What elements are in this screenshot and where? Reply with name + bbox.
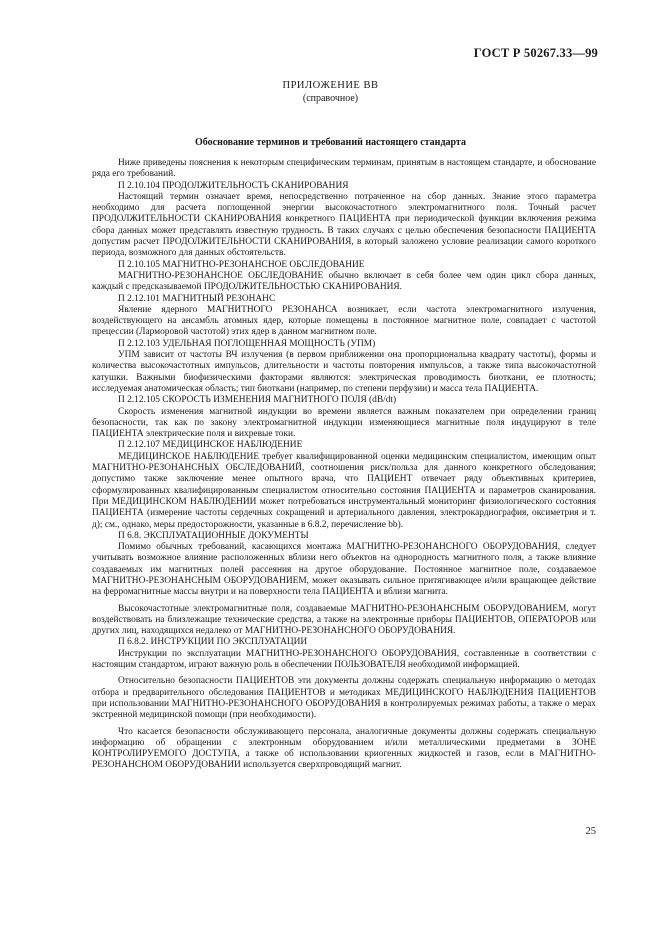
paragraph: Явление ядерного МАГНИТНОГО РЕЗОНАНСА возникает, если частота электромагнитного излучения, воздействующего на ансамбль атомных ядер, которые помещены в постоянное магнитное поле, совпадает с частотой прецессии (Ларморовой частотой) этих ядер в данном магнитном поле. <box>92 304 596 338</box>
appendix-title: ПРИЛОЖЕНИЕ ВВ <box>282 80 379 91</box>
clause-heading: П 6.8. ЭКСПЛУАТАЦИОННЫЕ ДОКУМЕНТЫ <box>118 530 309 541</box>
clause-heading: П 2.10.105 МАГНИТНО-РЕЗОНАНСНОЕ ОБСЛЕДОВАНИЕ <box>118 259 365 270</box>
paragraph: Ниже приведены пояснения к некоторым специфическим терминам, принятым в настоящем стандарте, и обоснование ряда его требований. <box>92 158 596 180</box>
paragraph: УПМ зависит от частоты ВЧ излучения (в первом приближении она пропорциональна квадрату частоты), формы и количества высокочастотных импульсов, длительности и частоты повторения импульсов, а также типа высокочастотной катушки. Важными биофизическими факторами являются: электрическая проводимость биоткани, ее плотность; исследуемая анатомическая область; тип биоткани (например, по степени перфузии) и масса тела ПАЦИЕНТА. <box>92 350 596 394</box>
clause-heading: П 6.8.2. ИНСТРУКЦИИ ПО ЭКСПЛУАТАЦИИ <box>118 637 308 648</box>
paragraph: Инструкции по эксплуатации МАГНИТНО-РЕЗОНАНСНОГО ОБОРУДОВАНИЯ, составленные в соответствии с настоящим стандартом, играют важную роль в обеспечении ПОЛЬЗОВАТЕЛЯ необходимой информацией. <box>92 648 596 671</box>
paragraph: Помимо обычных требований, касающихся монтажа МАГНИТНО-РЕЗОНАНСНОГО ОБОРУДОВАНИЯ, следует учитывать возможное влияние расположенных вблизи него объектов на однородность магнитного поля, а также влияние создаваемых им магнитных полей рассеяния на другое оборудование. Постоянное магнитное поле, создаваемое МАГНИТНО-РЕЗОНАНСНЫМ ОБОРУДОВАНИЕМ, может оказывать сильное притягивающее и/или вращающее действие на ферромагнитные массы внутри и на поверхности тела ПАЦИЕНТА и вблизи магнита. <box>92 542 596 598</box>
page-number: 25 <box>585 826 596 837</box>
clause-heading: П 2.12.107 МЕДИЦИНСКОЕ НАБЛЮДЕНИЕ <box>118 440 303 451</box>
paragraph: Относительно безопасности ПАЦИЕНТОВ эти документы должны содержать специальную информацию о методах отбора и предварительного обследования ПАЦИЕНТОВ и методиках МЕДИЦИНСКОГО НАБЛЮДЕНИЯ ПАЦИЕНТОВ при использовании МАГНИТНО-РЕЗОНАНСНОГО ОБОРУДОВАНИЯ в контролируемых режимах работы, а также о мерах экстренной медицинской помощи (при необходимости). <box>92 676 596 721</box>
paragraph: Высокочастотные электромагнитные поля, создаваемые МАГНИТНО-РЕЗОНАНСНЫМ ОБОРУДОВАНИЕМ, могут воздействовать на близлежащие технические средства, а также на электронные приборы ПАЦИЕНТОВ, ОПЕРАТОРОВ или других лиц, находящихся недалеко от МАГНИТНО-РЕЗОНАНСНОГО ОБОРУДОВАНИЯ. <box>92 603 596 637</box>
appendix-subtitle: (справочное) <box>302 93 359 104</box>
clause-heading: П 2.12.105 СКОРОСТЬ ИЗМЕНЕНИЯ МАГНИТНОГО ПОЛЯ (dB/dt) <box>118 395 397 406</box>
clause-heading: П 2.10.104 ПРОДОЛЖИТЕЛЬНОСТЬ СКАНИРОВАНИЯ <box>118 180 349 191</box>
standard-number: ГОСТ Р 50267.33—99 <box>473 46 598 60</box>
body-text <box>92 158 596 772</box>
paragraph: МЕДИЦИНСКОЕ НАБЛЮДЕНИЕ требует квалифицированной оценки медицинским специалистом, имеющим опыт МАГНИТНО-РЕЗОНАНСНЫХ ОБСЛЕДОВАНИЙ, соотношения риск/польза для данного конкретного обследования; допустимо также заключение менее опытного врача, что ПАЦИЕНТ отвечает ряду объективных критериев, сформулированных квалифицированным специалистом относительно состояния ПАЦИЕНТА и параметров сканирования. При МЕДИЦИНСКОМ НАБЛЮДЕНИИ может потребоваться инструментальный мониторинг физиологического состояния ПАЦИЕНТА (измерение частоты сердечных сокращений и артериального давления, электрокардиография, оксиметрия и т. д); см., однако, меры предосторожности, указанные в 6.8.2, перечисление bb). <box>92 451 596 530</box>
paragraph: Настоящий термин означает время, непосредственно потраченное на сбор данных. Знание этого параметра необходимо для расчета поглощенной энергии высокочастотного электромагнитного поля. Точный расчет ПРОДОЛЖИТЕЛЬНОСТИ СКАНИРОВАНИЯ конкретного ПАЦИЕНТА при периодической функции включения режима сбора данных может представлять известную трудность. В таких случаях с целью обеспечения безопасности ПАЦИЕНТА допустим расчет ПРОДОЛЖИТЕЛЬНОСТИ СКАНИРОВАНИЯ, в который заложено условие реализации самого короткого периода, возможного для данных обстоятельств. <box>92 191 596 259</box>
clause-heading: П 2.12.101 МАГНИТНЫЙ РЕЗОНАНС <box>118 293 276 304</box>
paragraph: Что касается безопасности обслуживающего персонала, аналогичные документы должны содержать специальную информацию об обращении с электронным оборудованием и/или металлическими предметами в ЗОНЕ КОНТРОЛИРУЕМОГО ДОСТУПА, а также об использовании криогенных жидкостей и газов, если в МАГНИТНО-РЕЗОНАНСНОМ ОБОРУДОВАНИИ используется сверхпроводящий магнит. <box>92 726 596 771</box>
paragraph: МАГНИТНО-РЕЗОНАНСНОЕ ОБСЛЕДОВАНИЕ обычно включает в себя более чем один цикл сбора данных, каждый с предсказываемой ПРОДОЛЖИТЕЛЬНОСТЬЮ СКАНИРОВАНИЯ. <box>92 270 596 293</box>
clause-heading: П 2.12.103 УДЕЛЬНАЯ ПОГЛОЩЕННАЯ МОЩНОСТЬ (УПМ) <box>118 338 376 349</box>
section-heading: Обоснование терминов и требований настоящего стандарта <box>195 137 466 148</box>
paragraph: Скорость изменения магнитной индукции во времени является важным показателем при определении границ безопасности, так как по закону электромагнитной индукции изменяющиеся магнитные поля индуцируют в теле ПАЦИЕНТА электрические поля и вихревые токи. <box>92 406 596 440</box>
